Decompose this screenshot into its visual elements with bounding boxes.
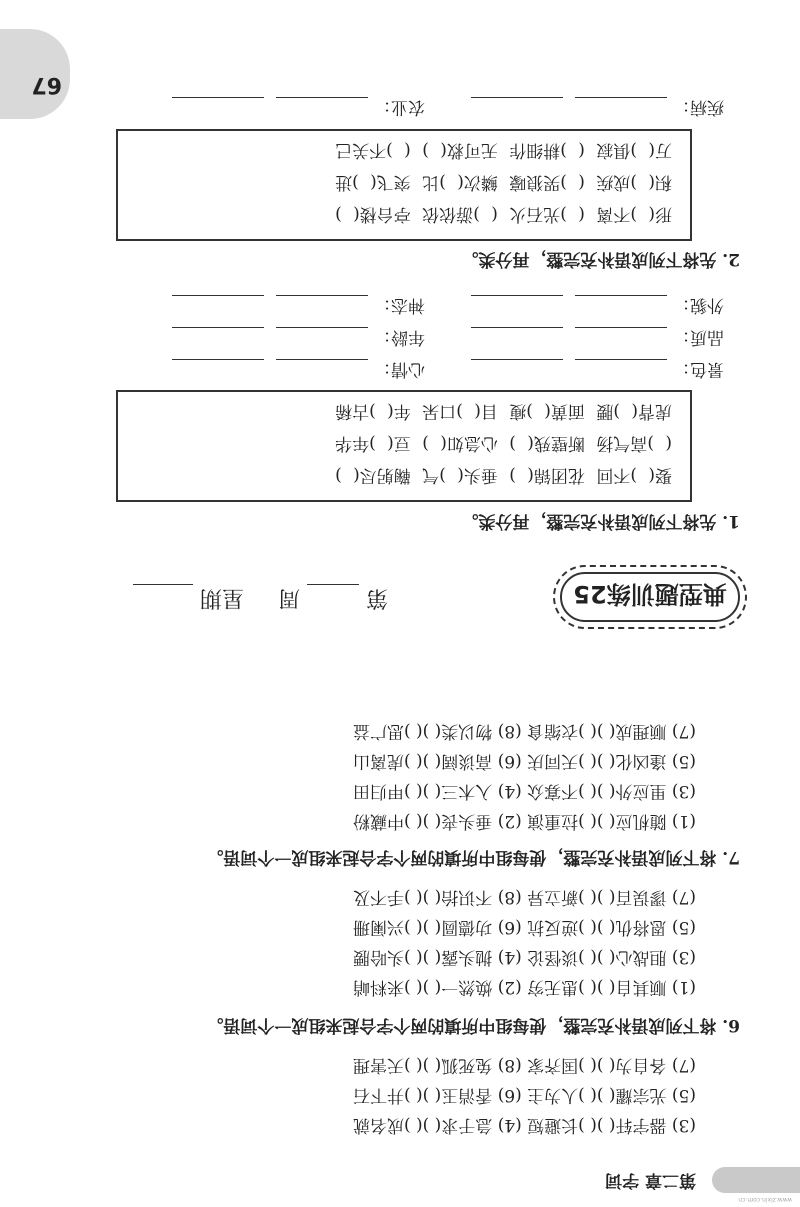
q1-box-row-1: 娶( )不回 花团锦( ) 垂头( )气 鞠躬尽( ) [335,465,672,485]
q2-box-row-2: 积( )成疾 ( )哭狼嚎 鳞次( )比 突飞( )进 [335,172,672,192]
header-tab [712,1167,800,1193]
exercise-title-badge: 典型题训练25 [553,565,747,629]
q7-title: 7. 将下列成语补充完整，使每组中所填的两个字合起来组成一个词语。 [206,847,740,867]
q1-box-row-2: ( )高气扬 断壁残( ) 心急如( ) 豆( )年华 [335,433,672,453]
q6-title: 6. 将下列成语补充完整，使每组中所填的两个字合起来组成一个词语。 [206,1015,740,1035]
sec-a-row-3: (7) 各自为( )( )国齐家 (8) 兔死狐( )( )天害理 [352,1055,696,1075]
q7-item-1: (1) 随机应( )( )拉重演 (2) 垂头丧( )( )中藏粉 [352,811,696,831]
sec-a-row-1: (3) 器宇轩( )( )长避短 (4) 急于求( )( )成名就 [352,1115,696,1135]
answer-blank[interactable] [471,327,563,344]
q6-item-1: (1) 顺其自( )( )患无穷 (2) 焕然一( )( )来料峭 [352,977,696,997]
q1-category-row-1: 景色：心情： [166,359,724,379]
answer-blank[interactable] [575,327,667,344]
q7-item-2: (3) 里应外( )( )不寡众 (4) 入木三( )( )甲归田 [352,781,696,801]
q2-box-row-3: 万( )俱寂 ( )耕细作 无可救( ) ( )不关己 [335,140,672,160]
answer-blank[interactable] [172,295,264,312]
q1-idiom-box [116,390,692,502]
q7-item-3: (5) 逢凶化( )( )天同庆 (6) 高谈阔( )( )虎离山 [352,751,696,771]
q6-item-2: (3) 胆战心( )( )谈怪论 (4) 抛头露( )( )头哈腰 [352,947,696,967]
answer-blank[interactable] [276,359,368,376]
q7-item-4: (7) 顺理成( )( )衣缩食 (8) 物以类( )( )思广益 [352,721,696,741]
weekday-blank[interactable] [133,584,193,603]
q6-item-3: (5) 恩将仇( )( )逆反抗 (6) 功德圆( )( )兴阑珊 [352,917,696,937]
answer-blank[interactable] [172,327,264,344]
answer-blank[interactable] [575,295,667,312]
q2-category-row: 疾病：农业： [166,97,724,117]
q2-idiom-box [116,129,692,241]
answer-blank[interactable] [471,295,563,312]
chapter-header: 第二章 字词 [605,1170,696,1190]
answer-blank[interactable] [471,359,563,376]
watermark: www.zixin.com.cn [738,1196,792,1203]
sec-a-row-2: (5) 光宗耀( )( )人为主 (6) 香消玉( )( )井下石 [352,1085,696,1105]
answer-blank[interactable] [276,327,368,344]
week-blank[interactable] [307,584,359,603]
q1-title: 1. 先将下列成语补充完整，再分类。 [461,511,740,531]
answer-blank[interactable] [471,97,563,114]
answer-blank[interactable] [276,295,368,312]
q2-box-row-1: 形( )不离 ( )光石火 ( )游依依 亭台楼( ) [335,204,672,224]
answer-blank[interactable] [575,97,667,114]
q1-box-row-3: 虎背( )腰 面黄( )瘦 目( )口呆 年( )古稀 [335,401,672,421]
answer-blank[interactable] [276,97,368,114]
q1-category-row-2: 品质：年龄： [166,327,724,347]
answer-blank[interactable] [172,97,264,114]
q2-title: 2. 先将下列成语补充完整，再分类。 [461,249,740,269]
page-number: 67 [31,72,62,97]
week-line: 第 周 星期 [133,584,388,615]
answer-blank[interactable] [172,359,264,376]
q1-category-row-3: 外貌：神态： [166,295,724,315]
answer-blank[interactable] [575,359,667,376]
q6-item-4: (7) 谬误百( )( )新立异 (8) 不识抬( )( )手不及 [352,887,696,907]
